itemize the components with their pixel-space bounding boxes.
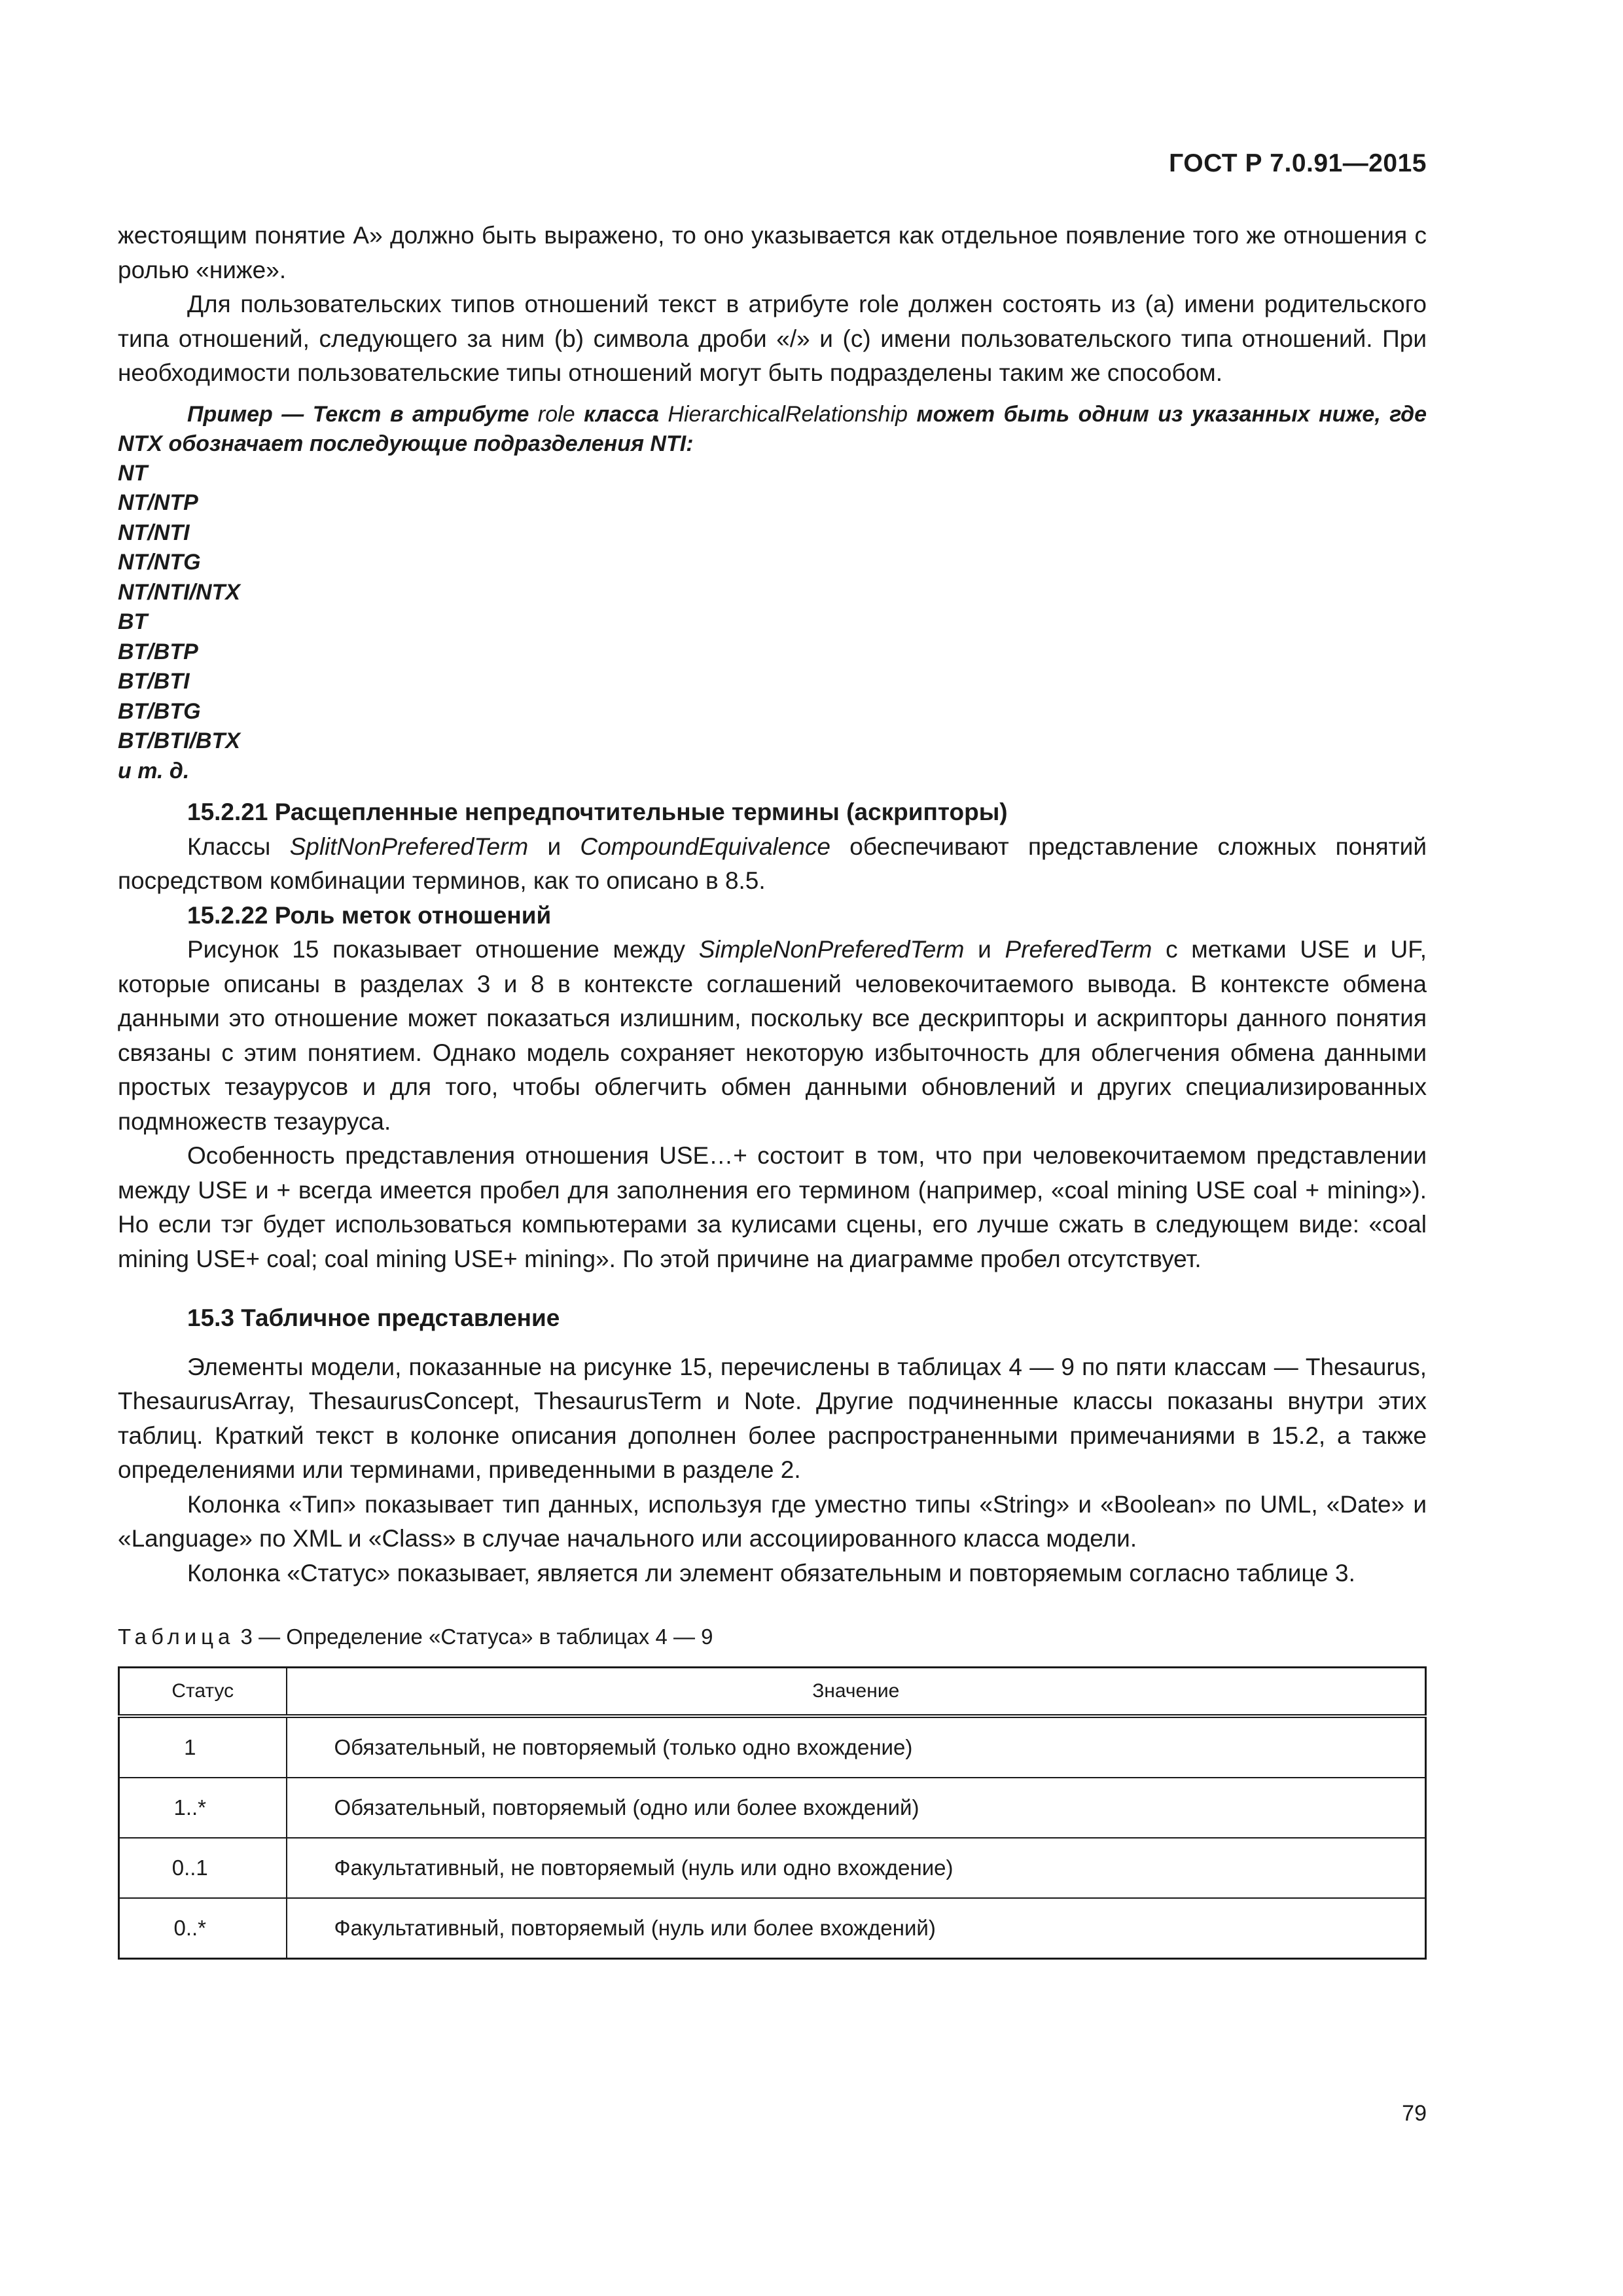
example-tail: может быть одним из указанных ниже, где NTX обозначает последующие подразделения NTI: bbox=[118, 401, 1427, 456]
paragraph-use-plus: Особенность представления отношения USE…+ состоит в том, что при человекочитаемом представлении между USE и + всегда имеется пробел для заполнения его термином (например, «coal mining USE coal + mining»). Но если тэг будет использоваться компьютерами за кулисами сцены, его лучше сжать в следующем виде: «coal mining USE+ coal; coal mining USE+ mining». По этой причине на диаграмме пробел отсутствует. bbox=[118, 1142, 1427, 1272]
example-item: BT/BTP bbox=[118, 639, 198, 664]
text-run: с метками USE и UF, которые описаны в разделах 3 и 8 в контексте соглашений человекочитаемого вывода. В контексте обмена данными это отношение может показаться излишним, поскольку все дескрипторы и аскрипторы данного понятия связаны с этим понятием. Однако модель сохраняет некоторую избыточность для облегчения обмена данными простых тезаурусов и для того, чтобы облегчить обмен данными обновлений и других специализированных подмножеств тезауруса. bbox=[118, 936, 1427, 1135]
section-heading-15-3: 15.3 Табличное представление bbox=[187, 1304, 560, 1331]
example-item: BT/BTI/BTX bbox=[118, 728, 240, 753]
class-name: SplitNonPreferedTerm bbox=[289, 833, 529, 860]
paragraph-continuation: жестоящим понятие A» должно быть выражено, то оно указывается как отдельное появление того же отношения с ролью «ниже». bbox=[118, 222, 1427, 283]
example-item: NT/NTI/NTX bbox=[118, 579, 240, 605]
example-attr: role bbox=[537, 401, 575, 427]
value-cell: Обязательный, не повторяемый (только одно вхождение) bbox=[287, 1716, 1426, 1778]
example-intro bbox=[118, 400, 1427, 459]
table-caption bbox=[118, 1623, 1427, 1651]
value-cell: Обязательный, повторяемый (одно или более вхождений) bbox=[287, 1778, 1426, 1838]
example-item: NT/NTP bbox=[118, 490, 198, 515]
example-lead: Пример — Текст в атрибуте bbox=[187, 401, 529, 427]
page-body bbox=[118, 219, 1427, 1960]
table-caption-text: 3 — Определение «Статуса» в таблицах 4 — 9 bbox=[234, 1624, 713, 1649]
table-row bbox=[119, 1778, 1426, 1838]
status-cell: 1 bbox=[119, 1716, 287, 1778]
paragraph-15-2-21 bbox=[118, 830, 1427, 899]
example-item: NT/NTG bbox=[118, 550, 201, 575]
example-mid: класса bbox=[584, 401, 659, 427]
document-page bbox=[118, 0, 1427, 2296]
section-heading-15-2-21: 15.2.21 Расщепленные непредпочтительные термины (аскрипторы) bbox=[187, 798, 1008, 825]
example-item: BT/BTG bbox=[118, 698, 201, 724]
text-run: и bbox=[964, 936, 1005, 963]
section-heading-15-2-22: 15.2.22 Роль меток отношений bbox=[187, 901, 552, 929]
value-cell: Факультативный, повторяемый (нуль или более вхождений) bbox=[287, 1898, 1426, 1959]
table-header-row bbox=[119, 1668, 1426, 1717]
table-row bbox=[119, 1898, 1426, 1959]
paragraph-type-column: Колонка «Тип» показывает тип данных, используя где уместно типы «String» и «Boolean» по UML, «Date» и «Language» по XML и «Class» в случае начального или ассоциированного класса модели. bbox=[118, 1490, 1427, 1552]
class-name: SimpleNonPreferedTerm bbox=[698, 936, 965, 963]
paragraph-15-3-elements: Элементы модели, показанные на рисунке 15, перечислены в таблицах 4 — 9 по пяти классам — Thesaurus, ThesaurusArray, ThesaurusConcept, ThesaurusTerm и Note. Другие подчиненные классы показаны внутри этих таблиц. Краткий текст в колонке описания дополнен более распространенными примечаниями в 15.2, а также определениями или терминами, приведенными в разделе 2. bbox=[118, 1353, 1427, 1483]
example-class: HierarchicalRelationship bbox=[668, 401, 908, 427]
status-cell: 1..* bbox=[119, 1778, 287, 1838]
example-item: BT/BTI bbox=[118, 669, 190, 694]
example-item: NT bbox=[118, 460, 148, 486]
text-run: Классы bbox=[187, 833, 290, 860]
example-item: и т. д. bbox=[118, 758, 190, 783]
status-cell: 0..* bbox=[119, 1898, 287, 1959]
paragraph-status-column: Колонка «Статус» показывает, является ли элемент обязательным и повторяемым согласно таблице 3. bbox=[187, 1559, 1355, 1587]
column-header-status: Статус bbox=[119, 1668, 287, 1717]
page-number: 79 bbox=[1402, 2101, 1427, 2126]
table-caption-label: Таблица bbox=[118, 1624, 235, 1649]
table-row bbox=[119, 1838, 1426, 1898]
class-name: CompoundEquivalence bbox=[580, 833, 831, 860]
text-run: обеспечивают представление сложных понятий посредством комбинации терминов, как то описано в 8.5. bbox=[118, 833, 1427, 894]
paragraph-15-2-22 bbox=[118, 933, 1427, 1139]
text-run: Рисунок 15 показывает отношение между bbox=[187, 936, 699, 963]
standard-header: ГОСТ Р 7.0.91—2015 bbox=[1169, 149, 1427, 177]
text-run: и bbox=[528, 833, 580, 860]
value-cell: Факультативный, не повторяемый (нуль или одно вхождение) bbox=[287, 1838, 1426, 1898]
class-name: PreferedTerm bbox=[1005, 936, 1152, 963]
example-role-list bbox=[118, 459, 1427, 787]
status-cell: 0..1 bbox=[119, 1838, 287, 1898]
column-header-value: Значение bbox=[287, 1668, 1426, 1717]
table-row bbox=[119, 1716, 1426, 1778]
example-item: NT/NTI bbox=[118, 520, 190, 545]
status-table bbox=[118, 1666, 1427, 1960]
paragraph-role-attribute: Для пользовательских типов отношений текст в атрибуте role должен состоять из (a) имени родительского типа отношений, следующего за ним (b) символа дроби «/» и (c) имени пользовательского типа отношений. При необходимости пользовательские типы отношений могут быть подразделены таким же способом. bbox=[118, 291, 1427, 386]
example-item: BT bbox=[118, 609, 148, 634]
